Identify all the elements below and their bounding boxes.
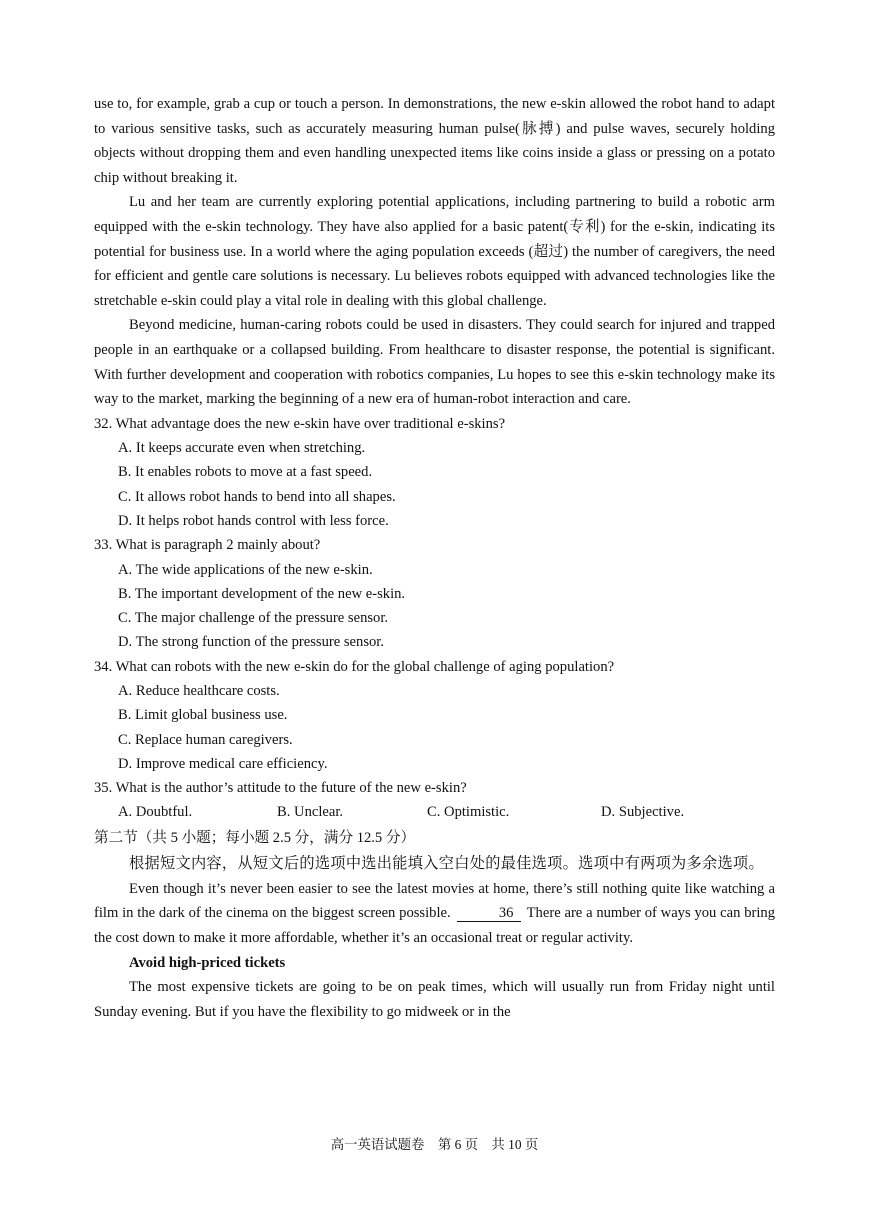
passage-paragraph-2: Lu and her team are currently exploring potential applications, including partnering to build a robotic arm equipped with the e-skin technology. They have also applied for a basic patent(专利) for the e-skin, indicating its potential for business use. In a world where the aging population exceeds (超过) the number of caregivers, the need for efficient and gentle care solutions is necessary. Lu believes robots equipped with advanced technologies like the stretchable e-skin could play a vital role in dealing with this global challenge. [94, 194, 775, 309]
option-d: D. Subjective. [601, 804, 685, 821]
question-34 [94, 655, 775, 776]
section-instruction: 根据短文内容，从短文后的选项中选出能填入空白处的最佳选项。选项中有两项为多余选项。 [129, 854, 764, 872]
cloze-text-before: Even though it’s never been easier to see the latest movies at home, there’s still nothing quite like watching a film in the dark of the cinema on the biggest screen possible. [94, 880, 775, 922]
cloze-paragraph-1 [94, 877, 775, 951]
option-b: B. The important development of the new e-skin. [118, 585, 406, 602]
blank-36: 36 [457, 905, 521, 922]
option-a: A. Reduce healthcare costs. [118, 682, 280, 699]
section-title: 第二节（共 5 小题；每小题 2.5 分，满分 12.5 分） [94, 829, 416, 846]
question-stem: 32. What advantage does the new e-skin have over traditional e-skins? [94, 415, 506, 432]
option-c: C. It allows robot hands to bend into all shapes. [118, 488, 396, 505]
options-row [94, 800, 775, 824]
option-c: C. Replace human caregivers. [118, 731, 293, 748]
question-33 [94, 533, 775, 654]
option-a: A. The wide applications of the new e-skin. [118, 561, 373, 578]
option-a: A. Doubtful. [118, 804, 193, 821]
question-32 [94, 412, 775, 533]
cloze-paragraph-2: The most expensive tickets are going to be on peak times, which will usually run from Friday night until Sunday evening. But if you have the flexibility to go midweek or in the [94, 979, 775, 1020]
question-stem: 33. What is paragraph 2 mainly about? [94, 537, 321, 554]
option-a: A. It keeps accurate even when stretching. [118, 440, 366, 457]
option-d: D. It helps robot hands control with less force. [118, 512, 389, 529]
cloze-text-after: There are a number of ways you can bring the cost down to make it more affordable, whether it’s an occasional treat or regular activity. [94, 905, 775, 946]
option-c: C. The major challenge of the pressure sensor. [118, 610, 389, 627]
option-b: B. Limit global business use. [118, 707, 288, 724]
option-b: B. It enables robots to move at a fast speed. [118, 464, 373, 481]
page-footer: 高一英语试题卷 第 6 页 共 10 页 [330, 1137, 539, 1152]
question-35 [94, 776, 775, 825]
exam-page [94, 92, 775, 1024]
option-d: D. The strong function of the pressure sensor. [118, 634, 385, 651]
question-stem: 34. What can robots with the new e-skin do for the global challenge of aging population? [94, 658, 615, 675]
question-stem: 35. What is the author’s attitude to the future of the new e-skin? [94, 780, 467, 797]
option-d: D. Improve medical care efficiency. [118, 755, 328, 772]
passage-paragraph-3: Beyond medicine, human-caring robots could be used in disasters. They could search for injured and trapped people in an earthquake or a collapsed building. From healthcare to disaster response, the potential is significant. With further development and cooperation with robotics companies, Lu hopes to see this e-skin technology make its way to the market, marking the beginning of a new era of human-robot interaction and care. [94, 317, 775, 408]
option-c: C. Optimistic. [427, 804, 510, 821]
passage-paragraph-1: use to, for example, grab a cup or touch a person. In demonstrations, the new e-skin allowed the robot hand to adapt to various sensitive tasks, such as accurately measuring human pulse(脉搏) and pulse waves, securely holding objects without dropping them and even handling unexpected items like coins inside a glass or pressing on a potato chip without breaking it. [94, 96, 775, 186]
option-b: B. Unclear. [277, 804, 344, 821]
subheading: Avoid high-priced tickets [129, 954, 286, 971]
